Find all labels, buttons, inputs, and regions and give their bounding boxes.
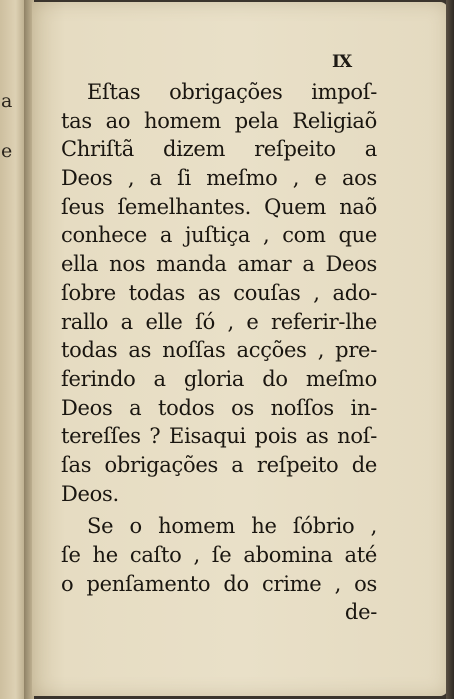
- text-line: ſas obrigações a reſpeito de: [61, 452, 377, 477]
- facing-page-edge: [0, 0, 26, 699]
- text-line: todas as noſſas acções , pre-: [61, 338, 377, 363]
- text-line: ſeus ſemelhantes. Quem naõ: [61, 194, 377, 219]
- text-line: ella nos manda amar a Deos: [61, 252, 377, 277]
- text-line: tereſſes ? Eisaqui pois as noſ-: [61, 424, 377, 449]
- text-line: Deos a todos os noſſos in-: [61, 395, 377, 420]
- text-line: rallo a elle ſó , e referir-lhe: [61, 309, 377, 334]
- text-line: Chriſtã dizem reſpeito a: [61, 137, 377, 162]
- text-line: o penſamento do crime , os: [61, 571, 377, 596]
- text-line: ferindo a gloria do meſmo: [61, 366, 377, 391]
- text-line: Deos , a ſi meſmo , e aos: [61, 166, 377, 191]
- facing-page-fragment: a: [1, 90, 13, 112]
- facing-page-fragment: e: [1, 140, 13, 162]
- text-line: Eſtas obrigações impoſ-: [87, 80, 377, 104]
- page-number: IX: [332, 52, 352, 72]
- text-line: tas ao homem pela Religiaõ: [61, 108, 377, 133]
- text-line: ſobre todas as couſas , ado-: [61, 280, 377, 305]
- text-line: conhece a juſtiça , com que: [61, 223, 377, 248]
- page-edge-shadow: [446, 0, 454, 699]
- text-line: Se o homem he ſóbrio ,: [87, 514, 377, 539]
- text-line: ſe he caſto , ſe abomina até: [61, 543, 377, 567]
- catchword: de-: [344, 600, 377, 625]
- text-line: Deos.: [61, 481, 119, 506]
- body-text: [61, 78, 377, 627]
